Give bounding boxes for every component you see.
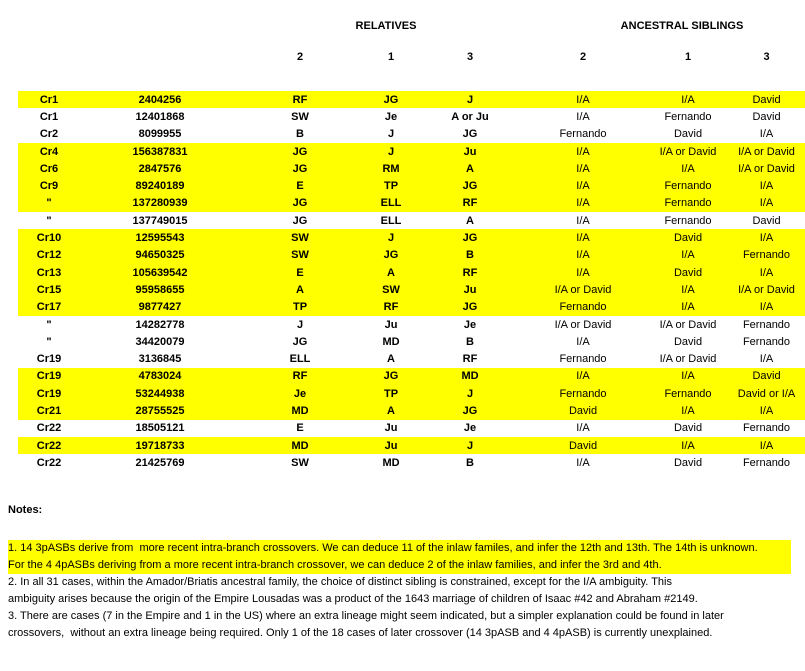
cell-crossover-id: " [46, 318, 52, 331]
cell-segment-number: 12595543 [135, 232, 185, 245]
cell-relative-3: J [466, 439, 474, 452]
subheader-relatives-3: 3 [466, 51, 474, 63]
cell-segment-number: 14282778 [135, 318, 185, 331]
subheader-asb-2: 2 [579, 51, 587, 63]
cell-ancestral-sibling-1: I/A or David [659, 318, 717, 331]
cell-ancestral-sibling-1: Fernando [664, 197, 712, 210]
cell-relative-1: A [387, 266, 395, 279]
cell-ancestral-sibling-3: David [752, 214, 781, 227]
cell-crossover-id: Cr1 [39, 93, 59, 106]
note-3-line-2: crossovers, without an extra lineage being required. Only 1 of the 18 cases of later crossover (14 3pASB and 4 4pASB) is currently unexplained. [8, 627, 713, 639]
table-row [18, 91, 805, 108]
cell-ancestral-sibling-2: I/A [576, 249, 590, 262]
cell-relative-3: RF [462, 353, 478, 366]
table-row [18, 385, 805, 402]
table-row [18, 437, 805, 454]
cell-relative-1: A [387, 404, 395, 417]
cell-crossover-id: Cr19 [36, 353, 62, 366]
cell-ancestral-sibling-3: Fernando [742, 456, 791, 469]
table-row [18, 420, 805, 437]
cell-ancestral-sibling-2: I/A [576, 145, 590, 158]
table-row [18, 350, 805, 367]
table-row [18, 160, 805, 177]
cell-ancestral-sibling-3: I/A [759, 439, 774, 452]
cell-segment-number: 156387831 [132, 145, 188, 158]
cell-relative-2: JG [292, 335, 308, 348]
cell-relative-2: E [296, 422, 304, 435]
note-1-line-1: 1. 14 3pASBs derive from more recent intra-branch crossovers. We can deduce 11 of the inlaw familes, and infer the 12th and 13th. The 14th is unknown. [8, 542, 758, 554]
cell-ancestral-sibling-3: Fernando [742, 318, 791, 331]
cell-ancestral-sibling-3: I/A [759, 128, 774, 141]
cell-ancestral-sibling-3: I/A [759, 266, 774, 279]
cell-crossover-id: " [46, 214, 52, 227]
cell-ancestral-sibling-1: David [673, 128, 703, 141]
cell-relative-3: J [466, 387, 474, 400]
cell-relative-3: RF [462, 266, 478, 279]
table-row [18, 126, 805, 143]
cell-segment-number: 28755525 [135, 404, 185, 417]
cell-relative-1: Ju [384, 422, 398, 435]
cell-ancestral-sibling-2: I/A or David [554, 318, 612, 331]
cell-relative-1: JG [383, 249, 399, 262]
cell-relative-1: J [387, 232, 395, 245]
cell-relative-1: TP [383, 180, 399, 193]
table-row [18, 247, 805, 264]
cell-relative-3: A or Ju [451, 110, 489, 123]
crossover-table [18, 45, 805, 472]
cell-relative-2: RF [292, 370, 308, 383]
cell-crossover-id: Cr22 [36, 422, 62, 435]
cell-relative-1: Ju [384, 439, 398, 452]
cell-relative-3: Ju [463, 283, 477, 296]
cell-relative-2: JG [292, 162, 308, 175]
cell-relative-2: SW [291, 456, 309, 469]
cell-relative-2: RF [292, 93, 308, 106]
cell-segment-number: 94650325 [135, 249, 185, 262]
cell-relative-3: MD [461, 370, 479, 383]
cell-relative-3: A [466, 162, 474, 175]
cell-segment-number: 3136845 [138, 353, 182, 366]
cell-relative-1: Je [384, 110, 398, 123]
cell-ancestral-sibling-1: I/A [681, 301, 695, 314]
table-row [18, 333, 805, 350]
note-2-line-1: 2. In all 31 cases, within the Amador/Briatis ancestral family, the choice of distinct sibling is constrained, except for the I/A ambiguity. This [8, 576, 672, 588]
table-row [18, 177, 805, 194]
table-row [18, 264, 805, 281]
cell-segment-number: 2404256 [138, 93, 182, 106]
cell-crossover-id: Cr21 [36, 404, 62, 417]
cell-crossover-id: " [46, 335, 52, 348]
cell-relative-1: J [387, 128, 395, 141]
cell-relative-2: Je [293, 387, 307, 400]
cell-segment-number: 137280939 [132, 197, 188, 210]
cell-relative-2: SW [291, 110, 309, 123]
subheader-asb-1: 1 [684, 51, 692, 63]
cell-crossover-id: Cr1 [39, 110, 59, 123]
cell-ancestral-sibling-3: Fernando [742, 335, 791, 348]
cell-ancestral-sibling-3: I/A or David [738, 283, 795, 296]
notes-section [8, 502, 798, 642]
cell-ancestral-sibling-1: David [673, 266, 703, 279]
cell-ancestral-sibling-1: I/A [681, 439, 695, 452]
cell-ancestral-sibling-3: David [752, 93, 781, 106]
cell-ancestral-sibling-3: I/A [759, 301, 774, 314]
cell-ancestral-sibling-1: I/A [681, 404, 695, 417]
cell-relative-2: JG [292, 145, 308, 158]
cell-segment-number: 53244938 [135, 387, 185, 400]
cell-ancestral-sibling-3: I/A or David [738, 145, 795, 158]
note-1-line-2: For the 4 4pASBs deriving from a more recent intra-branch crossover, we can deduce 2 of the inlaw families, and infer the 3rd and 4th. [8, 559, 662, 571]
cell-segment-number: 95958655 [135, 283, 185, 296]
cell-ancestral-sibling-3: Fernando [742, 249, 791, 262]
cell-ancestral-sibling-2: David [568, 439, 598, 452]
cell-ancestral-sibling-2: I/A [576, 422, 590, 435]
cell-segment-number: 18505121 [135, 422, 185, 435]
cell-relative-3: JG [462, 180, 478, 193]
cell-relative-2: A [296, 283, 304, 296]
cell-ancestral-sibling-2: I/A [576, 214, 590, 227]
table-row [18, 212, 805, 229]
table-row [18, 229, 805, 246]
cell-ancestral-sibling-1: Fernando [664, 180, 712, 193]
cell-crossover-id: Cr2 [39, 128, 59, 141]
cell-crossover-id: Cr17 [36, 301, 62, 314]
cell-relative-2: E [296, 266, 304, 279]
cell-crossover-id: Cr13 [36, 266, 62, 279]
cell-ancestral-sibling-1: David [673, 335, 703, 348]
cell-ancestral-sibling-1: David [673, 232, 703, 245]
cell-segment-number: 2847576 [138, 162, 182, 175]
cell-segment-number: 19718733 [135, 439, 185, 452]
cell-segment-number: 89240189 [135, 180, 185, 193]
cell-relative-1: MD [382, 335, 400, 348]
cell-relative-3: JG [462, 404, 478, 417]
cell-ancestral-sibling-2: I/A [576, 93, 590, 106]
note-2 [8, 574, 798, 608]
cell-ancestral-sibling-2: I/A or David [554, 283, 612, 296]
cell-relative-1: JG [383, 93, 399, 106]
cell-crossover-id: " [46, 197, 52, 210]
note-3-line-1: 3. There are cases (7 in the Empire and 1 in the US) where an extra lineage might seem indicated, but a simpler explanation could be found in later [8, 610, 724, 622]
cell-relative-3: JG [462, 128, 478, 141]
cell-ancestral-sibling-2: Fernando [559, 387, 607, 400]
table-row [18, 368, 805, 385]
cell-ancestral-sibling-2: I/A [576, 266, 590, 279]
cell-relative-3: A [466, 214, 474, 227]
cell-relative-2: SW [291, 232, 309, 245]
cell-crossover-id: Cr19 [36, 387, 62, 400]
cell-relative-3: B [466, 456, 474, 469]
cell-segment-number: 4783024 [138, 370, 182, 383]
cell-ancestral-sibling-3: David or I/A [737, 387, 796, 400]
cell-segment-number: 34420079 [135, 335, 185, 348]
table-row [18, 108, 805, 125]
table-row [18, 195, 805, 212]
subheader-asb-3: 3 [763, 51, 770, 63]
cell-ancestral-sibling-2: I/A [576, 197, 590, 210]
cell-ancestral-sibling-1: I/A or David [659, 145, 717, 158]
cell-relative-3: Je [463, 422, 477, 435]
cell-ancestral-sibling-3: I/A or David [738, 162, 795, 175]
cell-crossover-id: Cr19 [36, 370, 62, 383]
cell-crossover-id: Cr15 [36, 283, 62, 296]
relatives-group-header: RELATIVES [355, 20, 417, 32]
cell-ancestral-sibling-3: I/A [759, 353, 774, 366]
cell-crossover-id: Cr22 [36, 439, 62, 452]
cell-relative-1: MD [382, 456, 400, 469]
cell-relative-2: TP [292, 301, 308, 314]
cell-segment-number: 9877427 [138, 301, 182, 314]
cell-ancestral-sibling-3: I/A [759, 180, 774, 193]
cell-ancestral-sibling-2: I/A [576, 456, 590, 469]
cell-ancestral-sibling-2: I/A [576, 180, 590, 193]
table-row [18, 143, 805, 160]
note-3 [8, 608, 798, 642]
cell-relative-1: A [387, 353, 395, 366]
cell-ancestral-sibling-2: Fernando [559, 301, 607, 314]
subheader-row [18, 45, 805, 91]
cell-relative-1: Ju [384, 318, 398, 331]
cell-relative-3: RF [462, 197, 478, 210]
cell-crossover-id: Cr9 [39, 180, 59, 193]
subheader-relatives-1: 1 [387, 51, 395, 63]
cell-relative-2: JG [292, 214, 308, 227]
cell-relative-3: Je [463, 318, 477, 331]
cell-ancestral-sibling-2: I/A [576, 162, 590, 175]
cell-segment-number: 21425769 [135, 456, 185, 469]
note-1 [8, 540, 791, 574]
cell-crossover-id: Cr6 [39, 162, 59, 175]
cell-relative-1: ELL [380, 197, 402, 210]
cell-relative-3: B [466, 249, 474, 262]
cell-ancestral-sibling-2: Fernando [559, 128, 607, 141]
cell-segment-number: 105639542 [132, 266, 188, 279]
cell-ancestral-sibling-1: Fernando [664, 387, 712, 400]
cell-ancestral-sibling-1: Fernando [664, 110, 712, 123]
ancestral-siblings-group-header: ANCESTRAL SIBLINGS [620, 20, 744, 32]
table-row [18, 299, 805, 316]
subheader-empty-num [80, 45, 240, 91]
cell-ancestral-sibling-3: I/A [759, 404, 774, 417]
cell-relative-2: MD [291, 439, 309, 452]
cell-relative-1: RM [382, 162, 400, 175]
cell-relative-1: RF [383, 301, 399, 314]
table-row [18, 454, 805, 471]
cell-relative-2: JG [292, 197, 308, 210]
cell-crossover-id: Cr10 [36, 232, 62, 245]
table-row [18, 316, 805, 333]
cell-relative-3: J [466, 93, 474, 106]
cell-crossover-id: Cr4 [39, 145, 59, 158]
cell-ancestral-sibling-3: I/A [759, 232, 774, 245]
table-row [18, 281, 805, 298]
cell-relative-3: B [466, 335, 474, 348]
cell-segment-number: 137749015 [132, 214, 188, 227]
cell-relative-3: Ju [463, 145, 477, 158]
cell-ancestral-sibling-2: I/A [576, 110, 590, 123]
subheader-empty-id [18, 45, 80, 91]
cell-ancestral-sibling-1: David [673, 422, 703, 435]
cell-ancestral-sibling-1: I/A [681, 370, 695, 383]
cell-ancestral-sibling-2: Fernando [559, 353, 607, 366]
notes-heading: Notes: [8, 504, 43, 516]
cell-relative-2: MD [291, 404, 309, 417]
cell-ancestral-sibling-1: I/A [681, 283, 695, 296]
cell-relative-2: ELL [289, 353, 311, 366]
cell-relative-2: SW [291, 249, 309, 262]
cell-relative-2: B [296, 128, 304, 141]
cell-relative-2: J [296, 318, 304, 331]
cell-ancestral-sibling-1: I/A [681, 162, 695, 175]
cell-ancestral-sibling-2: David [568, 404, 598, 417]
note-2-line-2: ambiguity arises because the origin of the Empire Lousadas was a product of the 1643 marriage of children of Isaac #42 and Abraham #2149. [8, 593, 698, 605]
cell-relative-1: ELL [380, 214, 402, 227]
cell-relative-3: JG [462, 301, 478, 314]
cell-crossover-id: Cr22 [36, 456, 62, 469]
cell-relative-1: SW [382, 283, 400, 296]
cell-ancestral-sibling-1: Fernando [664, 214, 712, 227]
cell-ancestral-sibling-1: I/A [681, 249, 695, 262]
table-body [18, 91, 805, 472]
cell-ancestral-sibling-1: I/A [681, 93, 695, 106]
table-row [18, 402, 805, 419]
cell-relative-1: J [387, 145, 395, 158]
cell-relative-1: TP [383, 387, 399, 400]
subheader-relatives-2: 2 [296, 51, 304, 63]
cell-ancestral-sibling-3: David [752, 110, 781, 123]
cell-relative-2: E [296, 180, 304, 193]
cell-ancestral-sibling-3: David [752, 370, 781, 383]
cell-ancestral-sibling-2: I/A [576, 335, 590, 348]
cell-ancestral-sibling-3: Fernando [742, 422, 791, 435]
cell-ancestral-sibling-3: I/A [759, 197, 774, 210]
cell-crossover-id: Cr12 [36, 249, 62, 262]
cell-relative-3: JG [462, 232, 478, 245]
cell-ancestral-sibling-1: David [673, 456, 703, 469]
cell-ancestral-sibling-2: I/A [576, 370, 590, 383]
cell-segment-number: 8099955 [138, 128, 182, 141]
cell-ancestral-sibling-1: I/A or David [659, 353, 717, 366]
cell-ancestral-sibling-2: I/A [576, 232, 590, 245]
cell-segment-number: 12401868 [135, 110, 185, 123]
cell-relative-1: JG [383, 370, 399, 383]
